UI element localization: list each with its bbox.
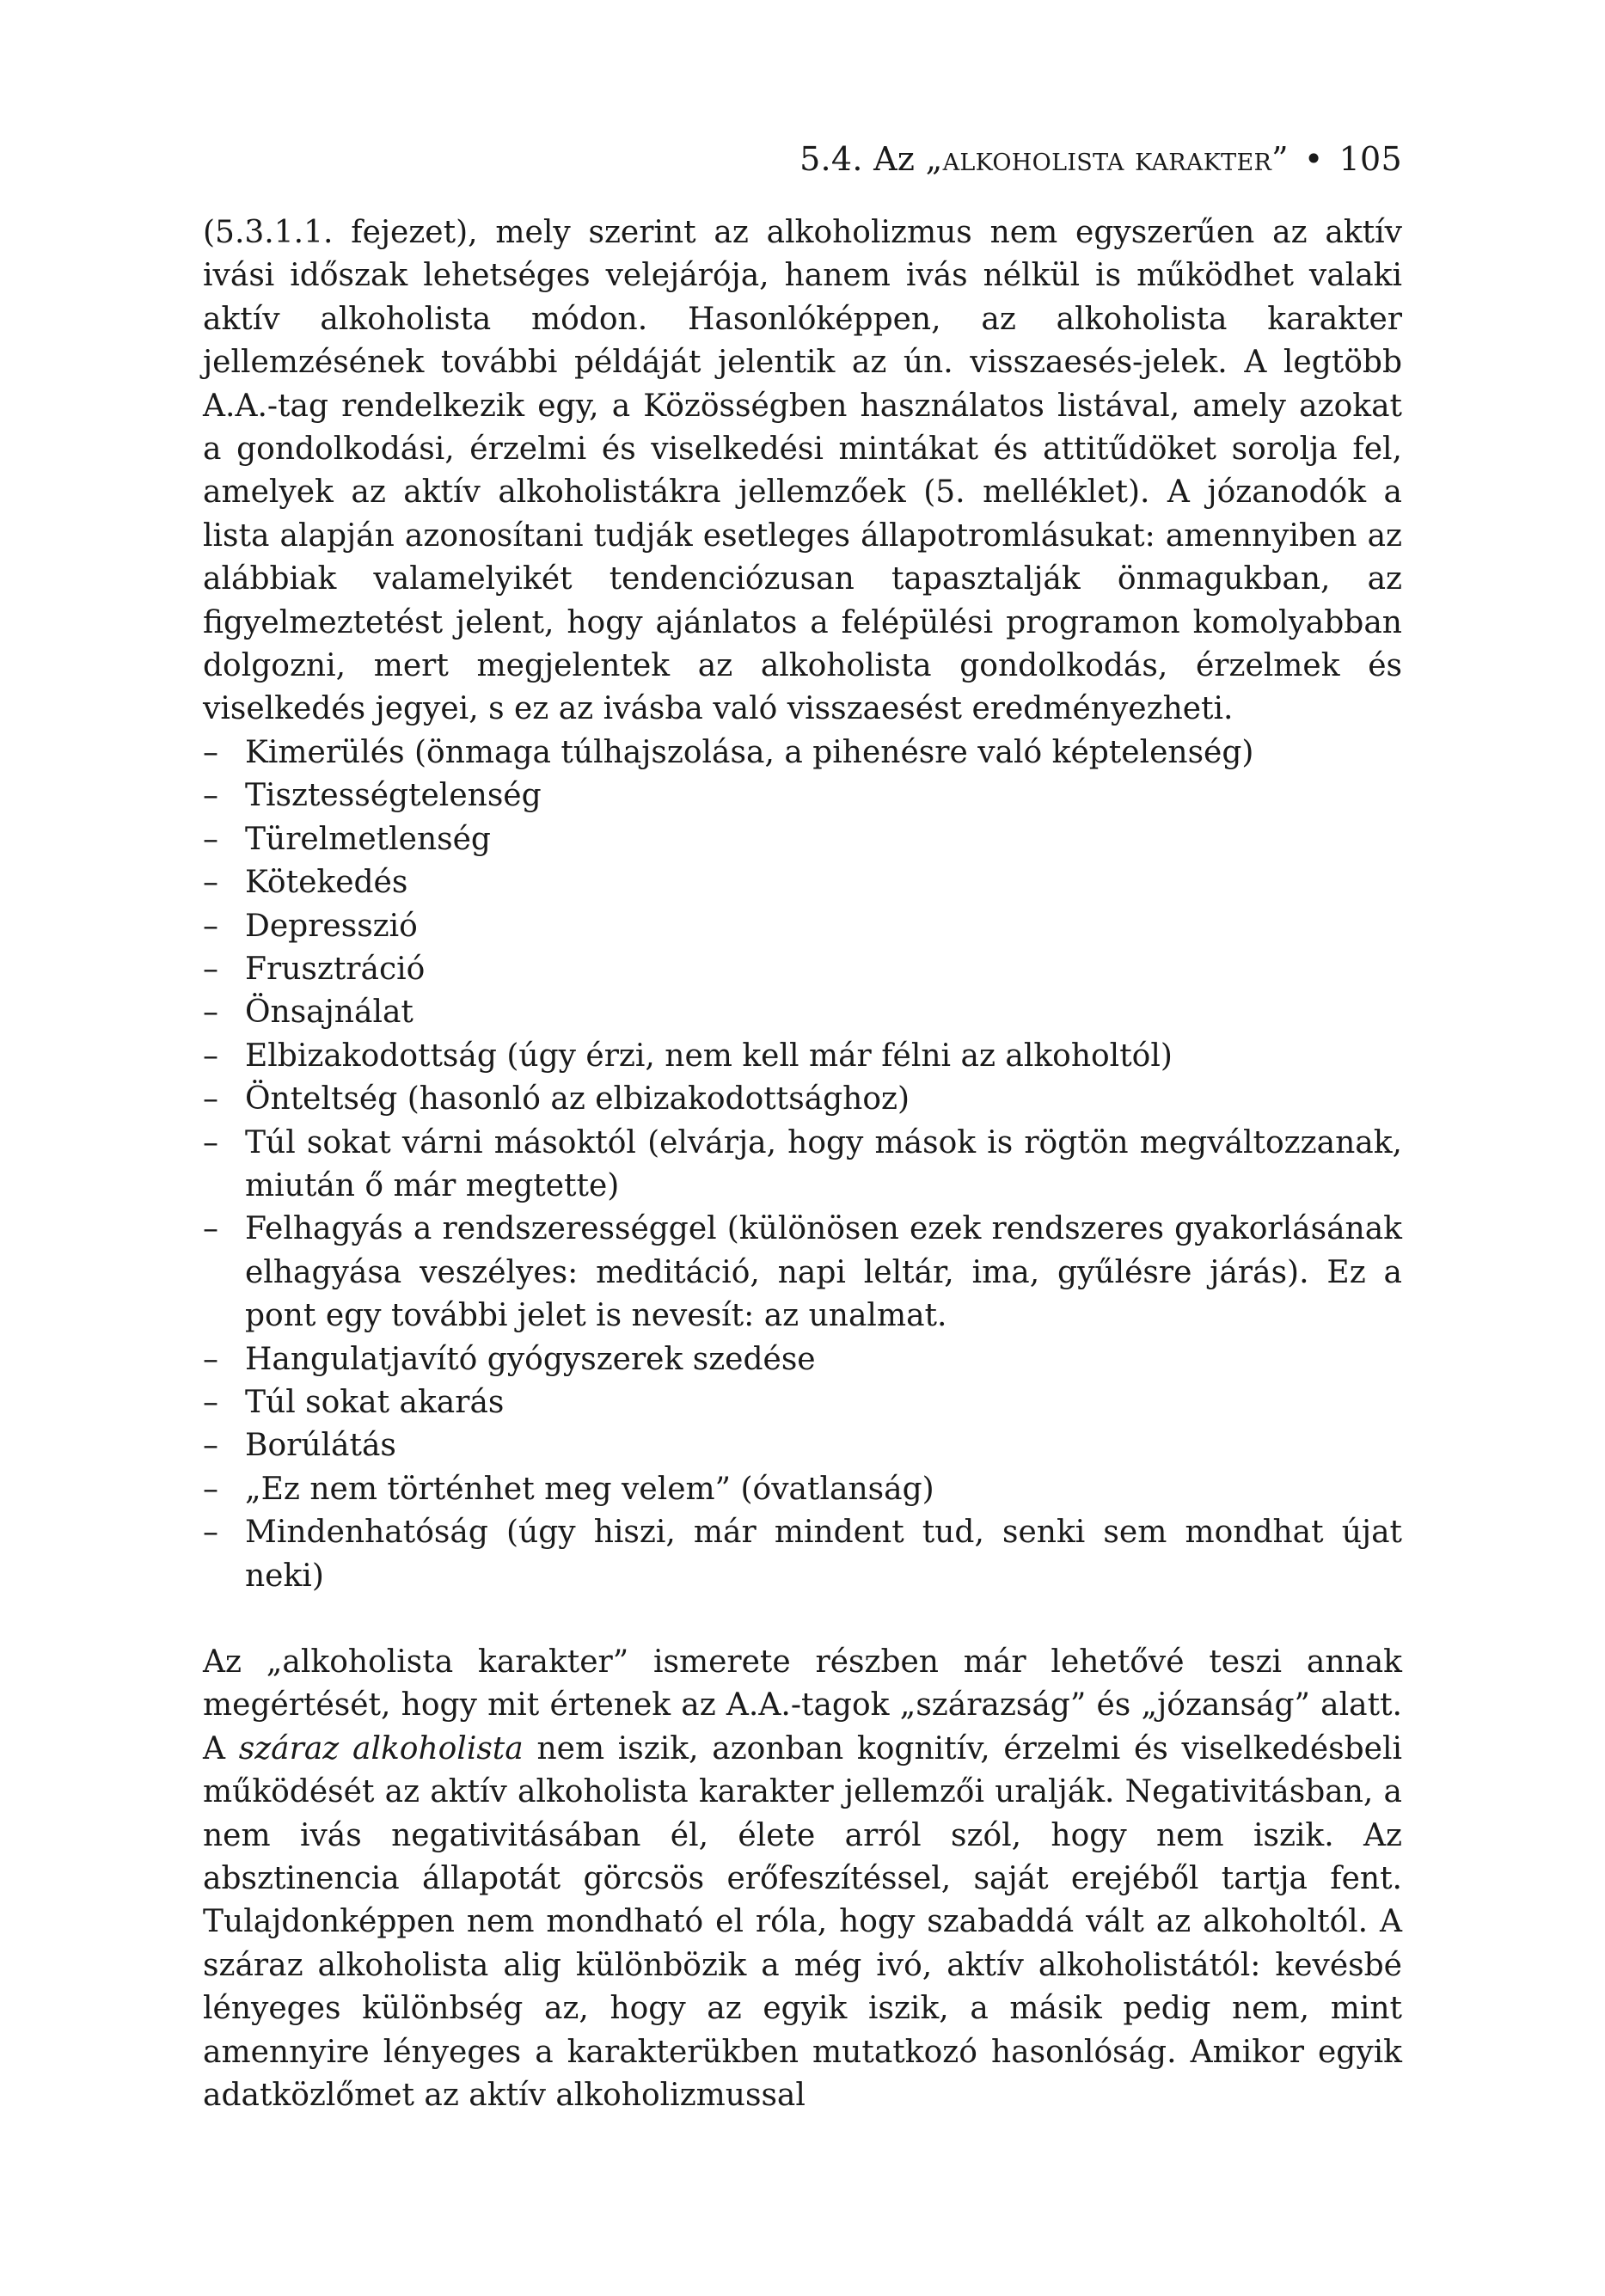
running-head-section: 5.4. Az (799, 140, 926, 178)
list-item: – Borúlátás (203, 1424, 1402, 1467)
list-item: – Tisztességtelenség (203, 775, 1402, 817)
list-item: – Mindenhatóság (úgy hiszi, már mindent tud, senki sem mondhat újat neki) (203, 1511, 1402, 1598)
paragraph-2-part-1: Az „alkoholista karakter” ismerete részben már lehetővé teszi annak megértését, hogy mit értenek az A.A.-tagok „szárazság” és „józanság” alatt. A (203, 1644, 1402, 1766)
running-head-bullet: • (1303, 140, 1324, 178)
list-item: – Kimerülés (önmaga túlhajszolása, a pihenésre való képtelenség) (203, 732, 1402, 775)
body-text (203, 211, 1402, 2117)
paragraph-2-part-2: nem iszik, azonban kognitív, érzelmi és viselkedésbeli működését az aktív alkoholista karakter jellemzői uralják. Negativitásban, a nem ivás negativitásában él, élete arról szól, hogy nem iszik. Az absztinencia állapotát görcsös erőfeszítéssel, saját erejéből tartja fent. Tulajdonképpen nem mondható el róla, hogy szabaddá vált az alkoholtól. A száraz alkoholista alig különbözik a még ivó, aktív alkoholistától: kevésbé lényeges különbség az, hogy az egyik iszik, a másik pedig nem, mint amennyire lényeges a karakterükben mutatkozó hasonlóság. Amikor egyik adatközlőmet az aktív alkoholizmussal (203, 1730, 1402, 2114)
paragraph-gap (203, 1598, 1402, 1641)
running-head-title: „alkoholista karakter” (925, 140, 1289, 178)
book-page (203, 138, 1402, 2117)
list-item: – Türelmetlenség (203, 818, 1402, 861)
list-item: – Felhagyás a rendszerességgel (különösen ezek rendszeres gyakorlásának elhagyása veszélyes: meditáció, napi leltár, ima, gyűlésre járás). Ez a pont egy további jelet is nevesít: az unalmat. (203, 1208, 1402, 1338)
list-item: – Frusztráció (203, 948, 1402, 991)
page-number: 105 (1339, 140, 1402, 178)
list-item: – Önsajnálat (203, 991, 1402, 1034)
list-item: – „Ez nem történhet meg velem” (óvatlanság) (203, 1468, 1402, 1511)
paragraph-1: (5.3.1.1. fejezet), mely szerint az alkoholizmus nem egyszerűen az aktív ivási időszak lehetséges velejárója, hanem ivás nélkül is működhet valaki aktív alkoholista módon. Hasonlóképpen, az alkoholista karakter jellemzésének további példáját jelentik az ún. visszaesés-jelek. A legtöbb A.A.-tag rendelkezik egy, a Közösségben használatos listával, amely azokat a gondolkodási, érzelmi és viselkedési mintákat és attitűdöket sorolja fel, amelyek az aktív alkoholistákra jellemzőek (5. melléklet). A józanodók a lista alapján azonosítani tudják esetleges állapotromlásukat: amennyiben az alábbiak valamelyikét tendenciózusan tapasztalják önmagukban, az figyelmeztetést jelent, hogy ajánlatos a felépülési programon komolyabban dolgozni, mert megjelentek az alkoholista gondolkodás, érzelmek és viselkedés jegyei, s ez az ivásba való visszaesést eredményezheti. (203, 215, 1402, 727)
list-item: – Elbizakodottság (úgy érzi, nem kell már félni az alkoholtól) (203, 1035, 1402, 1078)
running-head (203, 138, 1402, 181)
list-item: – Túl sokat akarás (203, 1381, 1402, 1424)
list-item: – Önteltség (hasonló az elbizakodottsághoz) (203, 1078, 1402, 1121)
list-item: – Kötekedés (203, 861, 1402, 904)
list-item: – Túl sokat várni másoktól (elvárja, hogy mások is rögtön megváltozzanak, miután ő már megtette) (203, 1122, 1402, 1209)
list-item: – Hangulatjavító gyógyszerek szedése (203, 1338, 1402, 1381)
list-item: – Depresszió (203, 905, 1402, 948)
paragraph-2-italic-term: száraz alkoholista (238, 1730, 524, 1766)
paragraph-2 (203, 1641, 1402, 2117)
relapse-signs-list (203, 732, 1402, 1598)
